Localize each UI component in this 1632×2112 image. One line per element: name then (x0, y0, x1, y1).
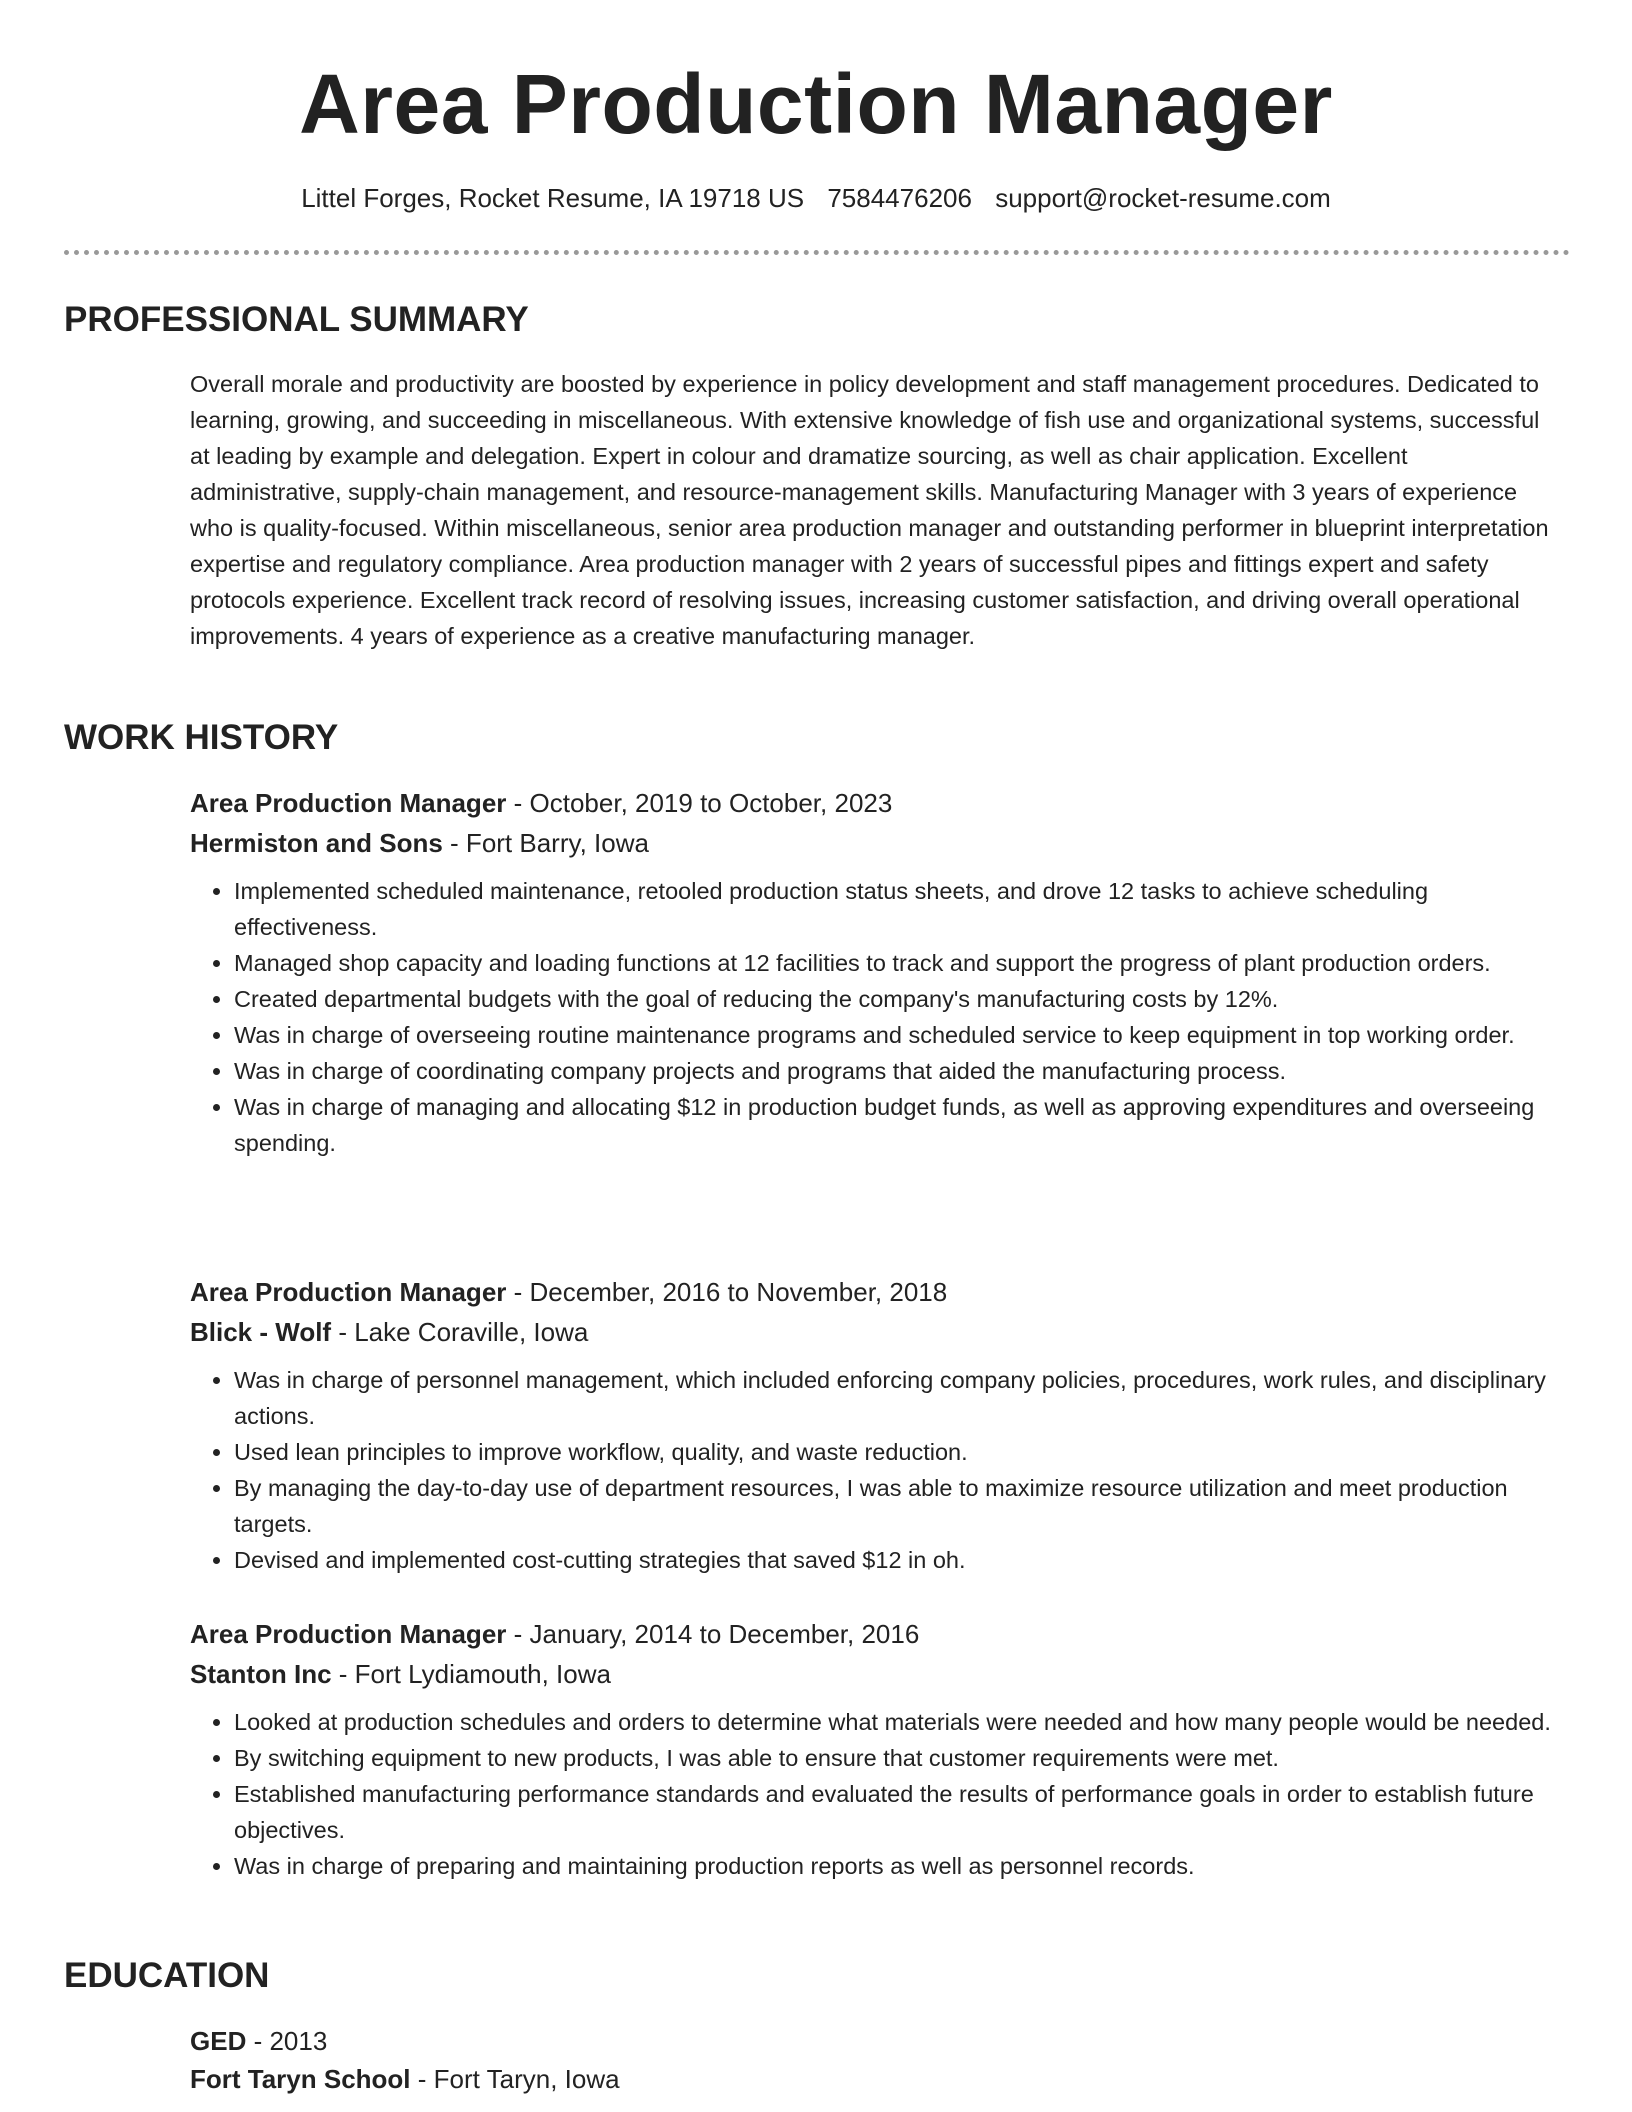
job-bullet: • By switching equipment to new products, I was able to ensure that customer requirements were met. (234, 1740, 1570, 1776)
job-entry (190, 783, 1570, 1161)
job-bullet: • Created departmental budgets with the goal of reducing the company's manufacturing costs by 12%. (234, 981, 1570, 1017)
job-dates: - January, 2014 to December, 2016 (506, 1619, 920, 1649)
job-bullet: • Was in charge of overseeing routine maintenance programs and scheduled service to keep equipment in top working order. (234, 1017, 1570, 1053)
contact-address: Littel Forges, Rocket Resume, IA 19718 US (301, 183, 805, 213)
job-entry (190, 1272, 1570, 1578)
job-title-line (190, 1272, 1570, 1312)
job-company: Blick - Wolf (190, 1317, 332, 1347)
header-divider (64, 250, 1570, 255)
job-dates: - December, 2016 to November, 2018 (506, 1277, 948, 1307)
job-location: - Lake Coraville, Iowa (331, 1317, 589, 1347)
job-entry (190, 1614, 1570, 1884)
section-title-education: EDUCATION (64, 1956, 270, 1995)
job-company: Hermiston and Sons (190, 828, 443, 858)
education-degree-line (190, 2022, 1570, 2060)
job-company-line (190, 1654, 1570, 1694)
job-company: Stanton Inc (190, 1659, 332, 1689)
job-bullet: • Established manufacturing performance standards and evaluated the results of performance goals in order to establish future objectives. (234, 1776, 1570, 1848)
job-bullet: • Looked at production schedules and orders to determine what materials were needed and how many people would be needed. (234, 1704, 1570, 1740)
job-company-line (190, 1312, 1570, 1352)
job-bullet: • Devised and implemented cost-cutting strategies that saved $12 in oh. (234, 1542, 1570, 1578)
job-bullet: • By managing the day-to-day use of department resources, I was able to maximize resource utilization and meet production targets. (234, 1470, 1570, 1542)
job-bullet: • Managed shop capacity and loading functions at 12 facilities to track and support the progress of plant production orders. (234, 945, 1570, 981)
job-bullet: • Used lean principles to improve workflow, quality, and waste reduction. (234, 1434, 1570, 1470)
job-bullet: • Was in charge of preparing and maintaining production reports as well as personnel records. (234, 1848, 1570, 1884)
job-title-line (190, 783, 1570, 823)
job-bullet-list (190, 1704, 1570, 1884)
job-bullet: • Implemented scheduled maintenance, retooled production status sheets, and drove 12 tasks to achieve scheduling effectiveness. (234, 873, 1570, 945)
section-title-work-history: WORK HISTORY (64, 718, 339, 757)
summary-text: Overall morale and productivity are boosted by experience in policy development and staff management procedures. Dedicated to learning, growing, and succeeding in miscellaneous. With extensive knowledge of fish use and organizational systems, successful at leading by example and delegation. Expert in colour and dramatize sourcing, as well as chair application. Excellent administrative, supply-chain management, and resource-management skills. Manufacturing Manager with 3 years of experience who is quality-focused. Within miscellaneous, senior area production manager and outstanding performer in blueprint interpretation expertise and regulatory compliance. Area production manager with 2 years of successful pipes and fittings expert and safety protocols experience. Excellent track record of resolving issues, increasing customer satisfaction, and driving overall operational improvements. 4 years of experience as a creative manufacturing manager. (190, 371, 1549, 649)
education-year: - 2013 (246, 2026, 328, 2056)
education-school-line (190, 2060, 1570, 2098)
job-bullet-list (190, 1362, 1570, 1578)
education-school: Fort Taryn School (190, 2064, 411, 2094)
job-dates: - October, 2019 to October, 2023 (506, 788, 893, 818)
contact-phone: 7584476206 (827, 183, 972, 213)
contact-line (0, 180, 1632, 216)
contact-email: support@rocket-resume.com (995, 183, 1331, 213)
education-entry (190, 2022, 1570, 2098)
job-role: Area Production Manager (190, 1277, 507, 1307)
education-degree: GED (190, 2026, 247, 2056)
job-bullet: • Was in charge of personnel management, which included enforcing company policies, procedures, work rules, and disciplinary actions. (234, 1362, 1570, 1434)
job-title-line (190, 1614, 1570, 1654)
education-location: - Fort Taryn, Iowa (410, 2064, 620, 2094)
job-role: Area Production Manager (190, 1619, 507, 1649)
job-bullet: • Was in charge of coordinating company projects and programs that aided the manufacturing process. (234, 1053, 1570, 1089)
job-role: Area Production Manager (190, 788, 507, 818)
section-title-summary: PROFESSIONAL SUMMARY (64, 300, 529, 339)
job-bullet-list (190, 873, 1570, 1161)
job-bullet: • Was in charge of managing and allocating $12 in production budget funds, as well as approving expenditures and overseeing spending. (234, 1089, 1570, 1161)
job-location: - Fort Barry, Iowa (442, 828, 649, 858)
job-location: - Fort Lydiamouth, Iowa (331, 1659, 611, 1689)
resume-name: Area Production Manager (299, 57, 1333, 151)
job-company-line (190, 823, 1570, 863)
